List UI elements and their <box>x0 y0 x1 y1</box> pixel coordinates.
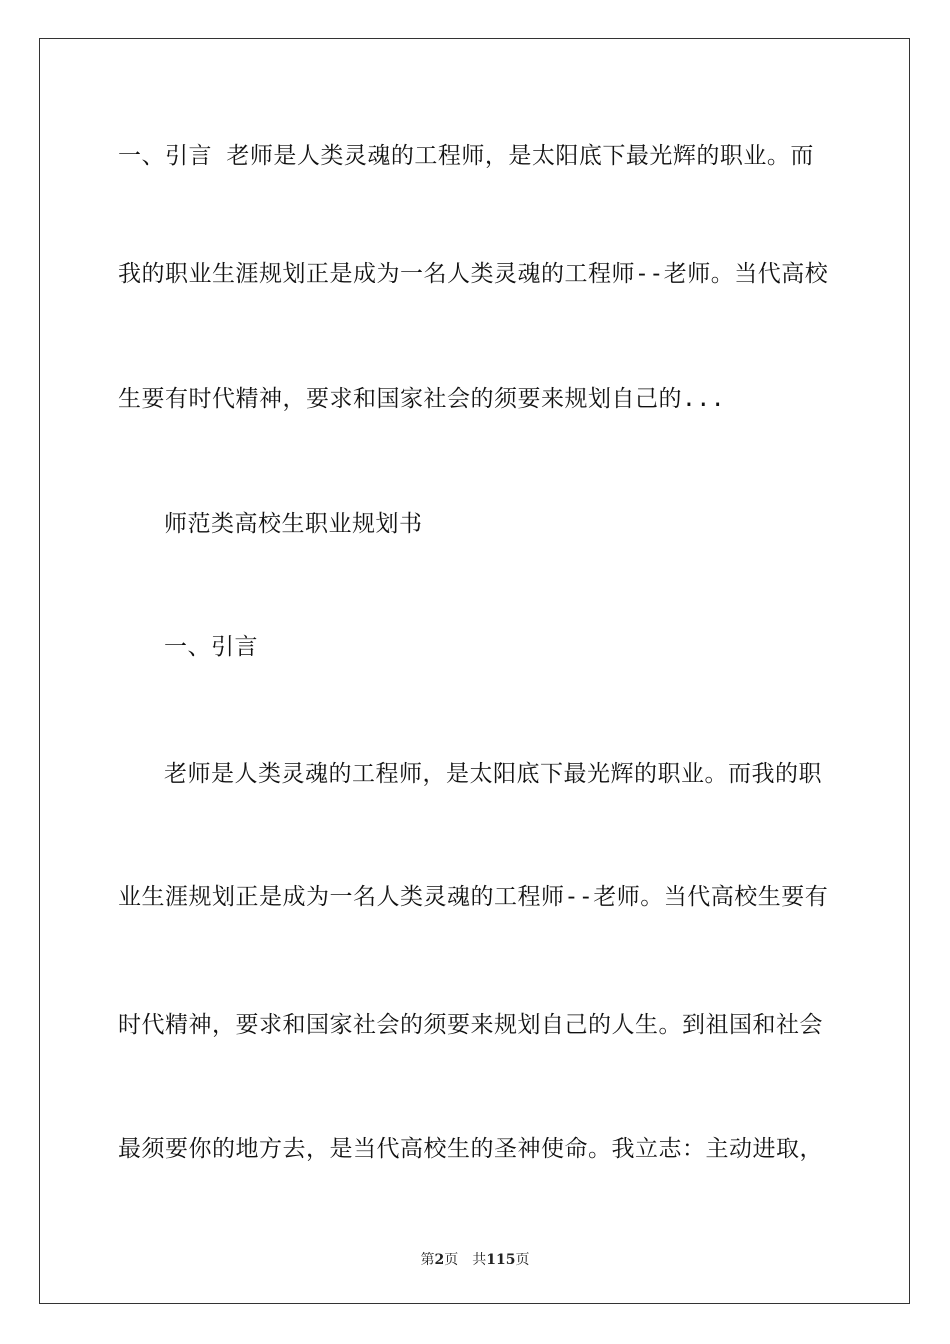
summary-line-1: 一、引言 老师是人类灵魂的工程师，是太阳底下最光辉的职业。而 <box>118 143 814 169</box>
document-title: 师范类高校生职业规划书 <box>164 511 423 537</box>
summary-line-2: 我的职业生涯规划正是成为一名人类灵魂的工程师--老师。当代高校 <box>118 261 829 287</box>
page-footer <box>0 1249 950 1269</box>
body-line-4: 最须要你的地方去，是当代高校生的圣神使命。我立志：主动进取， <box>118 1136 823 1162</box>
total-suffix: 页 <box>515 1252 530 1268</box>
page-suffix: 页 <box>444 1252 459 1268</box>
section-heading: 一、引言 <box>164 634 258 660</box>
total-pages: 115 <box>486 1252 516 1268</box>
body-line-2: 业生涯规划正是成为一名人类灵魂的工程师--老师。当代高校生要有 <box>118 884 829 910</box>
summary-line-3: 生要有时代精神，要求和国家社会的须要来规划自己的... <box>118 386 726 412</box>
body-line-1: 老师是人类灵魂的工程师，是太阳底下最光辉的职业。而我的职 <box>164 761 822 787</box>
body-line-3: 时代精神，要求和国家社会的须要来规划自己的人生。到祖国和社会 <box>118 1012 823 1038</box>
page-number: 2 <box>434 1252 445 1268</box>
page-prefix: 第 <box>420 1252 435 1268</box>
page-frame <box>39 38 910 1304</box>
total-prefix: 共 <box>472 1252 487 1268</box>
